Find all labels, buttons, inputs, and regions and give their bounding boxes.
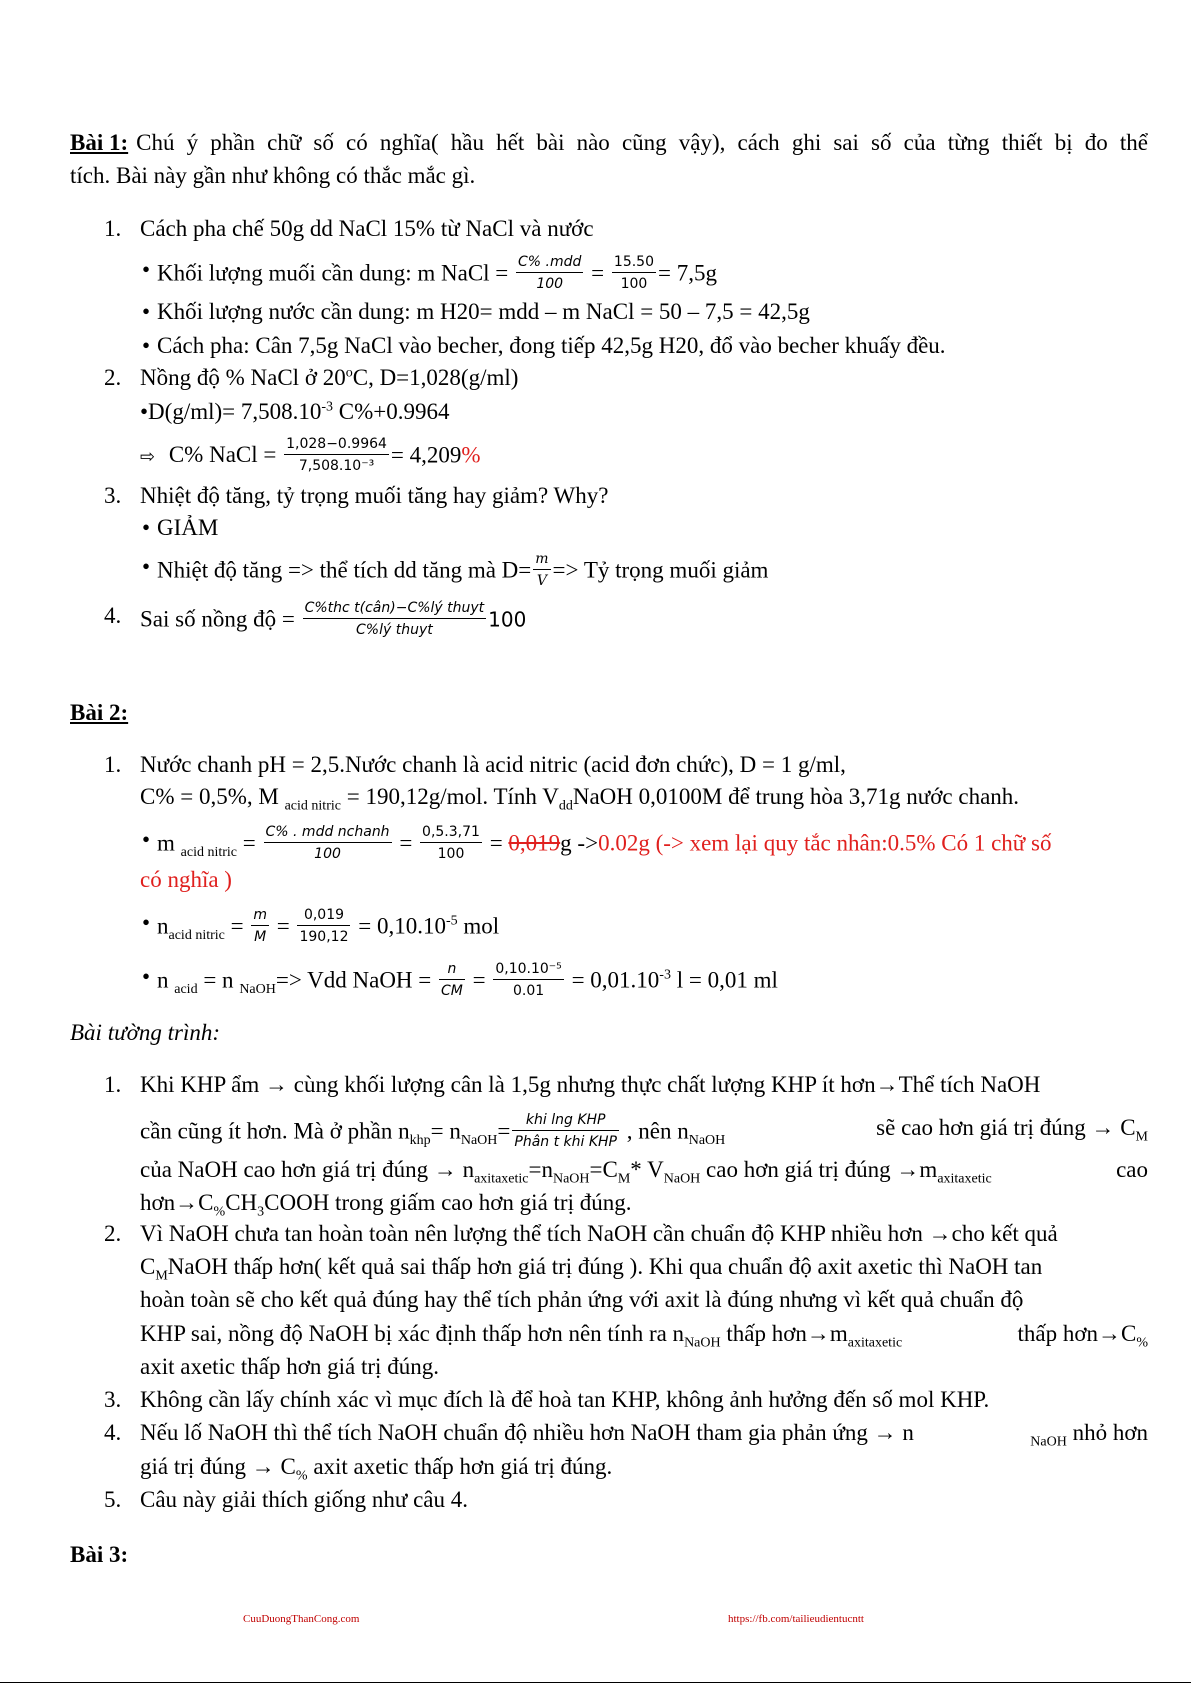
bai1-q1-number: 1. bbox=[104, 216, 122, 241]
bai1-q4-number: 4. bbox=[104, 603, 122, 628]
bai1-q3-bullet1: GIẢM bbox=[157, 515, 219, 540]
report-q4-line2: giá trị đúng → $C_{\%}$ axit axetic thấp hơn giá trị đúng. bbox=[140, 1454, 613, 1484]
bullet-marker: • bbox=[142, 910, 151, 935]
report-q1-line1: Khi KHP ẩm → cùng khối lượng cân là 1,5g nhưng thực chất lượng KHP ít hơn→Thể tích NaOH bbox=[140, 1072, 1041, 1097]
report-q2-line2: $C_MNaOH$ thấp hơn( kết quả sai thấp hơn giá trị đúng ). Khi qua chuẩn độ axit axetic thì NaOH tan bbox=[140, 1254, 1043, 1284]
report-q2-line5: axit axetic thấp hơn giá trị đúng. bbox=[140, 1354, 439, 1379]
bai1-q4-text: Sai số nồng độ = $\frac{\text{C\%thc t(cân)−C\%lý thuyt}}{\text{C\%lý thuyt}}$ 100 bbox=[140, 600, 527, 638]
report-q1-line3: của NaOH cao hơn giá trị đúng → $n_{axitaxetic}=n_{NaOH}=C_M*$ $V_{NaOH}$ cao hơn giá trị đúng $\to m_{axitaxetic}$ cao bbox=[140, 1157, 1148, 1187]
report-q1-number: 1. bbox=[104, 1072, 122, 1097]
bai2-q1-line1: Nước chanh pH = 2,5.Nước chanh là acid nitric (acid đơn chức), D = 1 g/ml, bbox=[140, 752, 846, 777]
bai1-q3-text: Nhiệt độ tăng, tỷ trọng muối tăng hay giảm? Why? bbox=[140, 483, 609, 508]
bullet-marker: • bbox=[142, 515, 151, 540]
bai3-title: Bài 3: bbox=[70, 1542, 129, 1567]
bai1-q2-formula: •D(g/ml)= $7,508.10^{-3}$ C%+0.9964 bbox=[140, 399, 450, 424]
report-q1-line2: cần cũng ít hơn. Mà ở phần $n_{khp}= n_{NaOH}=$ $\frac{\text{khi lng KHP}}{\text{Phân t khi KHP}}$ , nên $n_{NaOH}$ sẽ cao hơn giá trị đúng → $C_M$ bbox=[140, 1112, 1148, 1150]
report-q2-number: 2. bbox=[104, 1221, 122, 1246]
bai1-title: Bài 1: bbox=[70, 130, 129, 155]
bai2-q1-number: 1. bbox=[104, 752, 122, 777]
arrow-icon: ⇨ bbox=[140, 446, 156, 468]
bai1-q1-bullet2: Khối lượng nước cần dung: m H20= mdd – m NaCl = 50 – 7,5 = 42,5g bbox=[157, 299, 810, 324]
bai1-intro-text: Chú ý phần chữ số có nghĩa( hầu hết bài nào cũng vậy), cách ghi sai số của từng thiết bị đo thể bbox=[136, 130, 1148, 155]
page-bottom-rule bbox=[0, 1682, 1191, 1683]
report-q2-line1: Vì NaOH chưa tan hoàn toàn nên lượng thể tích NaOH cần chuẩn độ KHP nhiều hơn →cho kết quả bbox=[140, 1221, 1058, 1246]
bai1-q2-result: ⇨ C% NaCl = $\frac{1,028-0.9964}{\text{7,508.10⁻³}}$ = 4,209% bbox=[140, 436, 481, 474]
bullet-marker: • bbox=[142, 299, 151, 324]
report-q4-number: 4. bbox=[104, 1420, 122, 1445]
bai1-intro-line2: tích. Bài này gần như không có thắc mắc gì. bbox=[70, 163, 476, 188]
bai1-q2-text: Nồng độ % NaCl ở 20$^o$C, D=1,028(g/ml) bbox=[140, 365, 519, 390]
report-q5-text: Câu này giải thích giống như câu 4. bbox=[140, 1487, 469, 1512]
bullet-marker: • bbox=[142, 333, 151, 358]
bai1-q3-bullet2: Nhiệt độ tăng => thể tích dd tăng mà D= $\frac{m}{V}$ => Tỷ trọng muối giảm bbox=[157, 551, 769, 589]
report-q2-line3: hoàn toàn sẽ cho kết quả đúng hay thể tích phản ứng với axit là đúng nhưng vì kết quả chuẩn độ bbox=[140, 1287, 1024, 1312]
bai1-intro-line1 bbox=[70, 128, 1148, 158]
report-q4-line1: Nếu lố NaOH thì thể tích NaOH chuẩn độ nhiều hơn NaOH tham gia phản ứng → n $_{NaOH}$ nhỏ hơn bbox=[140, 1420, 1148, 1450]
bai1-q3-number: 3. bbox=[104, 483, 122, 508]
bai2-q1-bullet2: $n_{acid nitric}$ = $\frac{m}{M}$ = $\frac{0,019}{190,12}$ = $0,10.10^{-5}$ mol bbox=[157, 907, 500, 945]
report-q5-number: 5. bbox=[104, 1487, 122, 1512]
report-q1-line4: $hơn\to C_{\%}CH_3COOH$ trong giấm cao hơn giá trị đúng. bbox=[140, 1190, 632, 1220]
bullet-marker: • bbox=[142, 827, 151, 852]
footer-left-link[interactable]: CuuDuongThanCong.com bbox=[243, 1613, 360, 1625]
bullet-marker: • bbox=[142, 964, 151, 989]
bai2-q1-bullet3: n $_{acid}$ = n $_{NaOH}$=> Vdd NaOH = $\frac{n}{CM}$ = $\frac{\text{0,10.10⁻⁵}}{0.01}$ = $0,01.10^{-3}$ l = 0,01 ml bbox=[157, 961, 778, 999]
bai2-q1-line2: C% = 0,5%, M $_{acid nitric}$ = 190,12g/mol. Tính $V_{dd}NaOH$ 0,0100M để trung hòa 3,71g nước chanh. bbox=[140, 784, 1020, 814]
bai2-title: Bài 2: bbox=[70, 700, 129, 725]
bai2-q1-bullet1: m $_{acid nitric}$ = $\frac{\text{C\% . mdd nchanh}}{100}$ = $\frac{0,5.3,71}{100}$ = 0,019g ->0.02g (-> xem lại quy tắc nhân:0.5% Có 1 chữ số bbox=[157, 824, 1052, 862]
bai1-q1-text: Cách pha chế 50g dd NaCl 15% từ NaCl và nước bbox=[140, 216, 594, 241]
report-q2-line4: KHP sai, nồng độ NaOH bị xác định thấp hơn nên tính ra $n_{NaOH}$ thấp $hơn\to m_{axitaxetic}$ thấp $hơn\to C_{\%}$ bbox=[140, 1321, 1148, 1351]
teacher-comment: 0.02g (-> xem lại quy tắc nhân:0.5% Có 1 chữ số bbox=[598, 830, 1052, 856]
footer-right-link[interactable]: https://fb.com/tailieudientucntt bbox=[728, 1613, 864, 1625]
teacher-comment-cont: có nghĩa ) bbox=[140, 867, 232, 892]
report-title: Bài tường trình: bbox=[70, 1020, 221, 1045]
bai1-q1-bullet1: Khối lượng muối cần dung: m NaCl = $\frac{\text{C\% .mdd}}{100}$ = $\frac{15.50}{100}$ = 7,5g bbox=[157, 254, 717, 292]
bullet-marker: • bbox=[142, 554, 151, 579]
report-q3-text: Không cần lấy chính xác vì mục đích là để hoà tan KHP, không ảnh hưởng đến số mol KHP. bbox=[140, 1387, 990, 1412]
bullet-marker: • bbox=[142, 257, 151, 282]
strikethrough-value: 0,019 bbox=[508, 830, 561, 856]
bai1-q2-number: 2. bbox=[104, 365, 122, 390]
bai1-q1-bullet3: Cách pha: Cân 7,5g NaCl vào becher, đong tiếp 42,5g H20, đổ vào becher khuấy đều. bbox=[157, 333, 946, 358]
report-q3-number: 3. bbox=[104, 1387, 122, 1412]
